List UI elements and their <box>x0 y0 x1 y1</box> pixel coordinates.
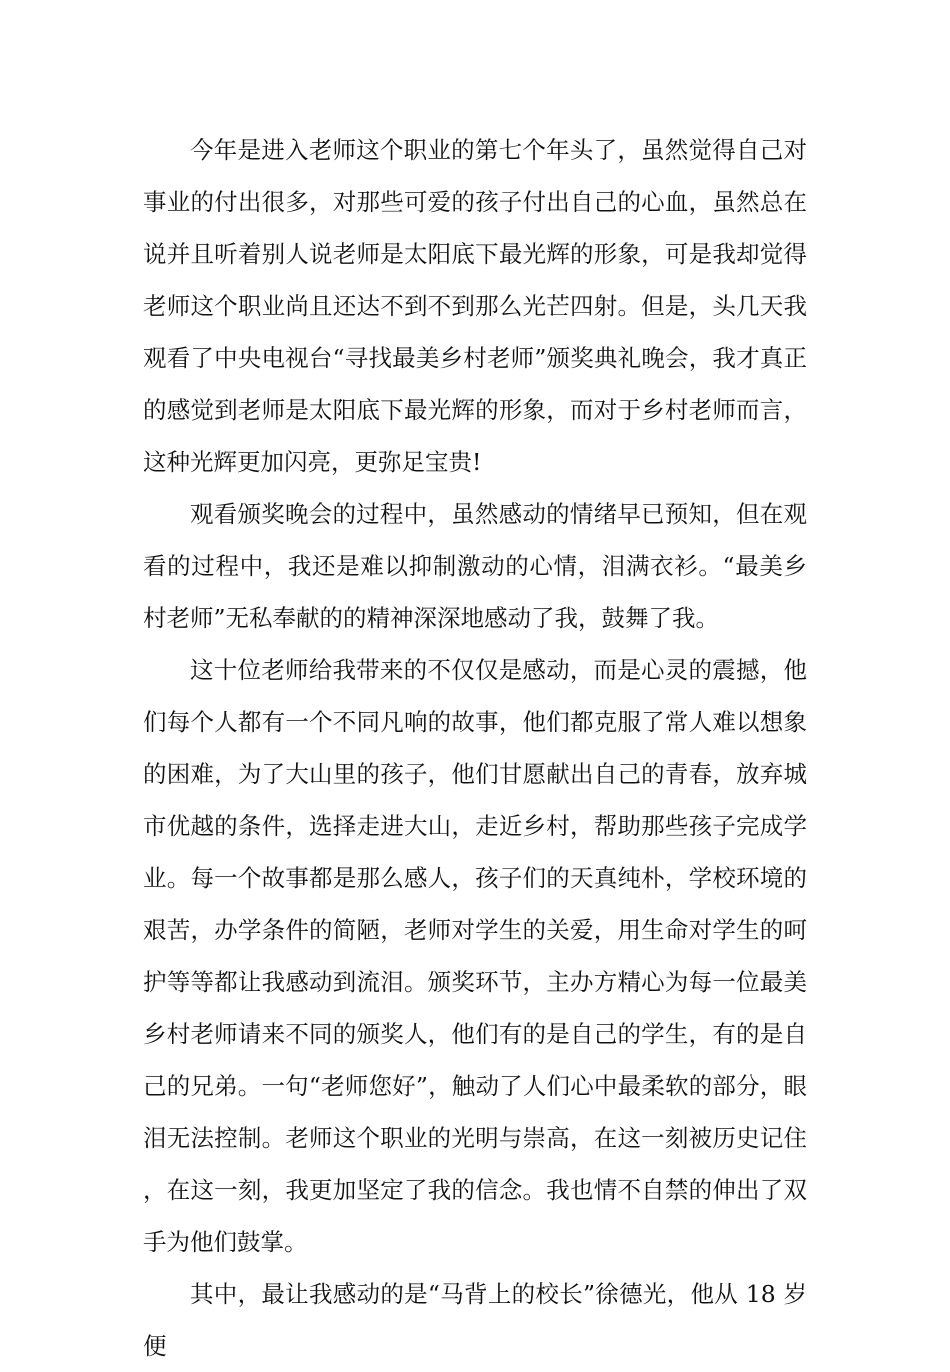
paragraph-1: 今年是进入老师这个职业的第七个年头了，虽然觉得自己对事业的付出很多，对那些可爱的孩子付出自己的心血，虽然总在说并且听着别人说老师是太阳底下最光辉的形象，可是我却觉得老师这个职业尚且还达不到不到那么光芒四射。但是，头几天我观看了中央电视台“寻找最美乡村老师”颁奖典礼晚会，我才真正的感觉到老师是太阳底下最光辉的形象，而对于乡村老师而言，这种光辉更加闪亮，更弥足宝贵! <box>143 136 807 476</box>
paragraph-4: 其中，最让我感动的是“马背上的校长”徐德光，他从 18 岁便 <box>143 1280 807 1360</box>
document-body <box>143 124 807 1372</box>
paragraph-3: 这十位老师给我带来的不仅仅是感动，而是心灵的震撼，他们每个人都有一个不同凡响的故事，他们都克服了常人难以想象的困难，为了大山里的孩子，他们甘愿献出自己的青春，放弃城市优越的条件，选择走进大山，走近乡村，帮助那些孩子完成学业。每一个故事都是那么感人，孩子们的天真纯朴，学校环境的艰苦，办学条件的简陋，老师对学生的关爱，用生命对学生的呵护等等都让我感动到流泪。颁奖环节，主办方精心为每一位最美乡村老师请来不同的颁奖人，他们有的是自己的学生，有的是自己的兄弟。一句“老师您好”，触动了人们心中最柔软的部分，眼泪无法控制。老师这个职业的光明与崇高，在这一刻被历史记住，在这一刻，我更加坚定了我的信念。我也情不自禁的伸出了双手为他们鼓掌。 <box>143 656 807 1256</box>
paragraph-2: 观看颁奖晚会的过程中，虽然感动的情绪早已预知，但在观看的过程中，我还是难以抑制激动的心情，泪满衣衫。“最美乡村老师”无私奉献的的精神深深地感动了我，鼓舞了我。 <box>143 500 807 632</box>
